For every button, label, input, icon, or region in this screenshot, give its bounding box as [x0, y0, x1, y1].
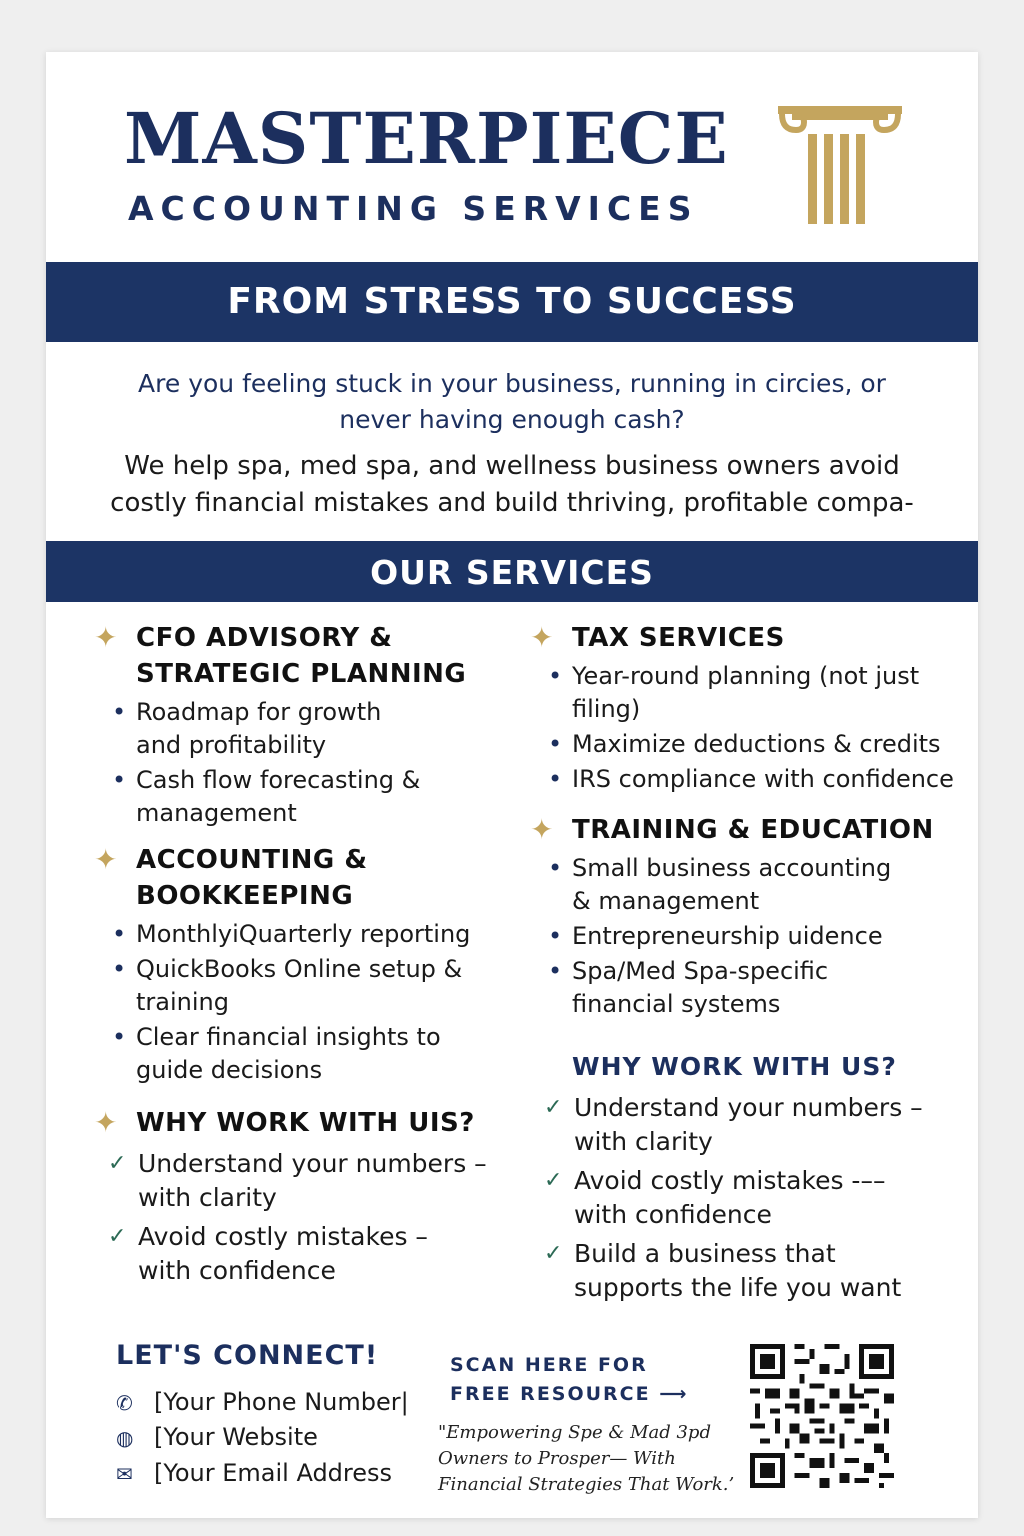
envelope-icon: ✉ [116, 1462, 133, 1486]
list-item: • Roadmap for growth and profitability [112, 698, 382, 759]
why-work-list-right [528, 1091, 968, 1305]
list-item: ✓ Understand your numbers – with clarity [108, 1149, 487, 1212]
cfo-advisory-heading: ✦ CFO ADVISORY & STRATEGIC PLANNING [94, 621, 467, 689]
check-icon: ✓ [544, 1168, 563, 1193]
list-item: ✓ Avoid costly mistakes – with confidence [108, 1222, 428, 1285]
star-icon: ✦ [94, 621, 118, 654]
list-item: ✓ Avoid costly mistakes -–– with confidence [544, 1166, 886, 1229]
list-item: • Cash flow forecasting & management [112, 766, 421, 827]
services-right-column [528, 620, 968, 1310]
phone-icon: ✆ [116, 1391, 133, 1415]
why-work-list-left [92, 1147, 502, 1288]
accounting-list [92, 918, 502, 1087]
list-item: • Maximize deductions & credits [548, 730, 941, 758]
hero-banner: FROM STRESS TO SUCCESS [46, 262, 978, 342]
cfo-advisory-list [92, 696, 502, 830]
greek-column-icon [778, 100, 902, 224]
tax-services-list [528, 660, 968, 796]
contact-email[interactable]: ✉ [Your Email Address [116, 1459, 393, 1487]
training-list [528, 852, 968, 1021]
star-icon: ✦ [94, 1106, 118, 1139]
accounting-heading: ✦ ACCOUNTING & BOOKKEEPING [94, 843, 368, 911]
why-work-heading-left: ✦ WHY WORK WITH UIS? [94, 1106, 475, 1139]
scan-resource-text: SCAN HERE FOR FREE RESOURCE ⟶ [450, 1354, 689, 1405]
intro-description: We help spa, med spa, and wellness business owners avoid costly financial mistakes and build thriving, profitable compa- [110, 451, 914, 518]
training-heading: ✦ TRAINING & EDUCATION [530, 813, 934, 846]
list-item: • QuickBooks Online setup & training [112, 955, 463, 1016]
list-item: ✓ Understand your numbers – with clarity [544, 1093, 923, 1156]
why-work-heading-right: WHY WORK WITH US? [572, 1052, 897, 1081]
star-icon: ✦ [94, 843, 118, 876]
list-item: • MonthlyiQuarterly reporting [112, 920, 471, 948]
contact-phone[interactable]: ✆ [Your Phone Number| [116, 1388, 409, 1416]
check-icon: ✓ [108, 1151, 127, 1176]
brand-subtitle: ACCOUNTING SERVICES [128, 189, 699, 228]
globe-icon: ◍ [116, 1426, 134, 1450]
intro-question: Are you feeling stuck in your business, running in circies, or never having enough cash? [138, 369, 886, 434]
list-item: • Year-round planning (not just filing) [548, 662, 920, 723]
check-icon: ✓ [544, 1241, 563, 1266]
list-item: • Spa/Med Spa-specific financial systems [548, 957, 829, 1018]
list-item: • Small business accounting & management [548, 854, 892, 915]
list-item: • Clear financial insights to guide decisions [112, 1023, 441, 1084]
star-icon: ✦ [530, 621, 554, 654]
list-item: ✓ Build a business that supports the life you want [544, 1239, 902, 1302]
list-item: • IRS compliance with confidence [548, 765, 954, 793]
list-item: • Entrepreneurship uidence [548, 922, 883, 950]
star-icon: ✦ [530, 813, 554, 846]
tagline-quote: "Empowering Spe & Mad 3pd Owners to Prosper— With Financial Strategies That Work.’ [438, 1422, 735, 1495]
check-icon: ✓ [544, 1095, 563, 1120]
connect-heading: LET'S CONNECT! [116, 1340, 379, 1371]
qr-code-icon[interactable] [750, 1344, 894, 1488]
services-banner: OUR SERVICES [46, 541, 978, 602]
check-icon: ✓ [108, 1224, 127, 1249]
contact-website[interactable]: ◍ [Your Website [116, 1423, 318, 1451]
services-left-column [92, 620, 502, 1293]
brand-name: MASTERPIECE [124, 97, 729, 180]
tax-services-heading: ✦ TAX SERVICES [530, 621, 785, 654]
